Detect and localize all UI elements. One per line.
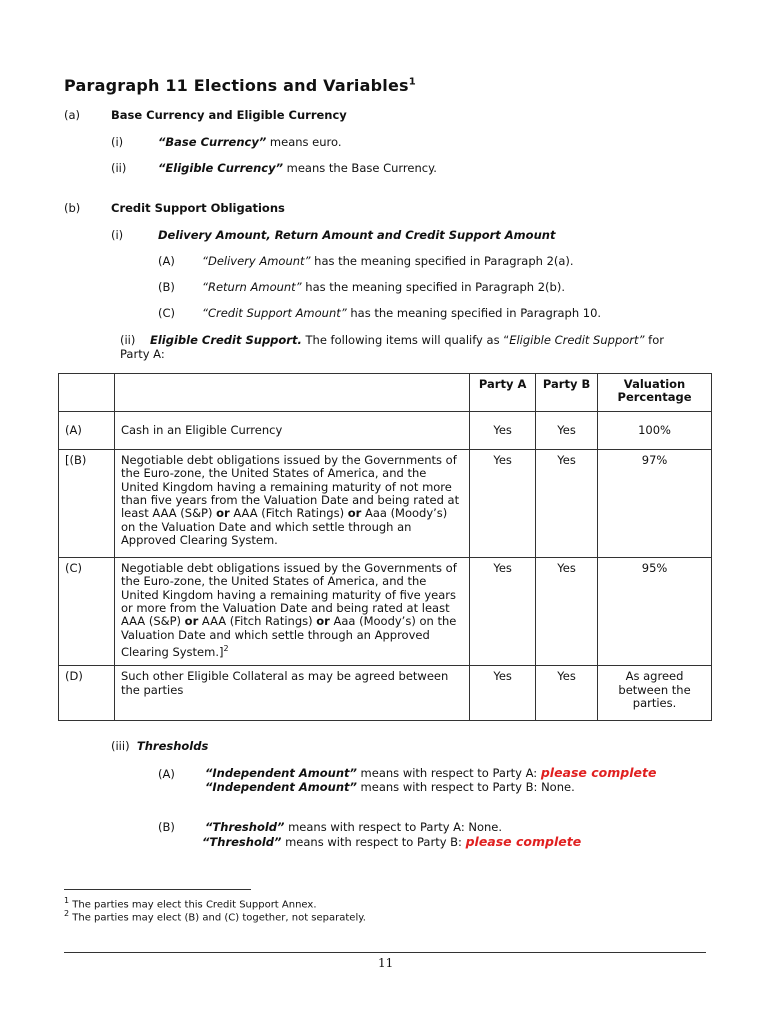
item-b-C — [202, 306, 601, 320]
footnote-ref: 2 — [223, 644, 229, 654]
term: “Base Currency” — [158, 135, 267, 149]
row-desc — [114, 557, 469, 666]
row-label: [(B) — [59, 449, 115, 557]
footnote-divider — [64, 889, 251, 890]
item-a-i-num: (i) — [111, 135, 124, 149]
text: Negotiable debt obligations issued by the Governments of the Euro-zone, the United States of America, and the United Kingdom having a remaining maturity of five years or more from the Valuation Date and being rated at least AAA (S&P) — [120, 560, 457, 629]
term: “Independent Amount” — [205, 780, 357, 794]
term: “Eligible Currency” — [158, 161, 283, 175]
section-a-label: (a) — [64, 108, 81, 122]
row-desc: Such other Eligible Collateral as may be agreed between the parties — [114, 666, 469, 721]
term: “Independent Amount” — [205, 766, 357, 780]
term: “Threshold” — [205, 820, 285, 834]
item-b-i-num: (i) — [111, 228, 124, 242]
text: for — [644, 333, 664, 347]
header-cell — [114, 374, 469, 412]
item-b-ii — [120, 334, 710, 361]
footnote-text: The parties may elect this Credit Support Annex. — [69, 899, 317, 911]
table-header-row — [59, 374, 712, 412]
eligible-credit-support-table — [58, 373, 712, 721]
row-party-b: Yes — [536, 449, 598, 557]
text: means the Base Currency. — [282, 161, 437, 175]
item-b-A-num: (A) — [158, 254, 175, 268]
footnote-2 — [64, 909, 366, 923]
item-b-A — [202, 254, 574, 268]
table-row — [59, 449, 712, 557]
row-label: (A) — [59, 411, 115, 449]
term: “Threshold” — [202, 835, 282, 849]
text: AAA (Fitch Ratings) — [229, 506, 348, 521]
or-text: or — [347, 506, 362, 521]
term: “Delivery Amount” — [202, 254, 311, 268]
term: Eligible Credit Support” — [509, 333, 645, 347]
or-text: or — [216, 506, 230, 521]
page-title — [64, 76, 416, 95]
page-number: 11 — [378, 956, 394, 970]
header-party-a: Party A — [470, 374, 536, 412]
term: “Credit Support Amount” — [202, 306, 347, 320]
text: Party A: — [120, 346, 165, 361]
row-party-a: Yes — [470, 411, 536, 449]
row-label: (D) — [59, 666, 115, 721]
text: means with respect to Party A: None. — [284, 820, 503, 834]
item-iii-B-line1 — [205, 820, 502, 834]
header-valuation: Valuation Percentage — [598, 374, 712, 412]
text: has the meaning specified in Paragraph 2(a). — [310, 254, 574, 268]
item-iii-A — [205, 766, 656, 794]
text: means with respect to Party A: — [356, 766, 541, 780]
footer-rule — [64, 952, 706, 953]
please-complete-field[interactable]: please complete — [465, 834, 582, 849]
row-desc — [114, 449, 469, 557]
row-party-a: Yes — [470, 666, 536, 721]
row-valuation: 100% — [598, 411, 712, 449]
text: Negotiable debt obligations issued by the Governments of the Euro-zone, the United States of America, and the United Kingdom having a remaining maturity of not more than five years from the Valuation Date and being rated at least AAA (S&P) — [120, 452, 460, 521]
title: Thresholds — [136, 739, 209, 753]
term: “Return Amount” — [202, 280, 302, 294]
section-a-title: Base Currency and Eligible Currency — [111, 108, 347, 122]
table-row — [59, 411, 712, 449]
item-a-ii — [158, 161, 437, 175]
header-cell — [59, 374, 115, 412]
please-complete-field[interactable]: please complete — [540, 765, 657, 780]
item-iii-B-num: (B) — [158, 820, 175, 834]
item-b-C-num: (C) — [158, 306, 176, 320]
footnote-num: 2 — [64, 909, 70, 918]
header-party-b: Party B — [536, 374, 598, 412]
row-desc: Cash in an Eligible Currency — [114, 411, 469, 449]
item-a-i — [158, 135, 342, 149]
footnote-num: 1 — [64, 896, 70, 905]
title: Eligible Credit Support. — [150, 333, 302, 347]
text: means euro. — [266, 135, 342, 149]
row-party-b: Yes — [536, 557, 598, 666]
footnote-ref: 1 — [408, 76, 416, 88]
row-party-b: Yes — [536, 666, 598, 721]
table-row — [59, 666, 712, 721]
item-a-ii-num: (ii) — [111, 161, 127, 175]
text: Aaa (Moody’s) on the Valuation Date and which settle through an Approved Clearing System.] — [120, 614, 457, 660]
row-party-b: Yes — [536, 411, 598, 449]
text: AAA (Fitch Ratings) — [198, 614, 317, 629]
row-party-a: Yes — [470, 557, 536, 666]
title-text: Paragraph 11 Elections and Variables — [64, 76, 409, 95]
row-valuation: 97% — [598, 449, 712, 557]
text: means with respect to Party B: None. — [356, 780, 575, 794]
text: has the meaning specified in Paragraph 2(b). — [301, 280, 565, 294]
text: means with respect to Party B: — [281, 835, 466, 849]
text: has the meaning specified in Paragraph 10. — [346, 306, 602, 320]
section-b-title: Credit Support Obligations — [111, 201, 285, 215]
table-row — [59, 557, 712, 666]
text: Aaa (Moody’s) on the Valuation Date and which settle through an Approved Clearing System. — [120, 506, 448, 548]
item-iii-A-num: (A) — [158, 767, 175, 781]
row-valuation: 95% — [598, 557, 712, 666]
footnote-text: The parties may elect (B) and (C) together, not separately. — [69, 912, 366, 924]
section-b-label: (b) — [64, 201, 81, 215]
num: (ii) — [120, 333, 136, 347]
row-label: (C) — [59, 557, 115, 666]
item-b-B-num: (B) — [158, 280, 175, 294]
or-text: or — [184, 614, 199, 629]
item-b-B — [202, 280, 565, 294]
text: The following items will qualify as “ — [301, 333, 510, 347]
row-valuation: As agreed between the parties. — [598, 666, 712, 721]
row-party-a: Yes — [470, 449, 536, 557]
or-text: or — [316, 614, 330, 629]
num: (iii) — [111, 739, 130, 753]
item-b-i-title: Delivery Amount, Return Amount and Credit Support Amount — [158, 228, 556, 242]
item-iii-B-line2 — [202, 834, 581, 849]
item-iii — [111, 739, 208, 753]
